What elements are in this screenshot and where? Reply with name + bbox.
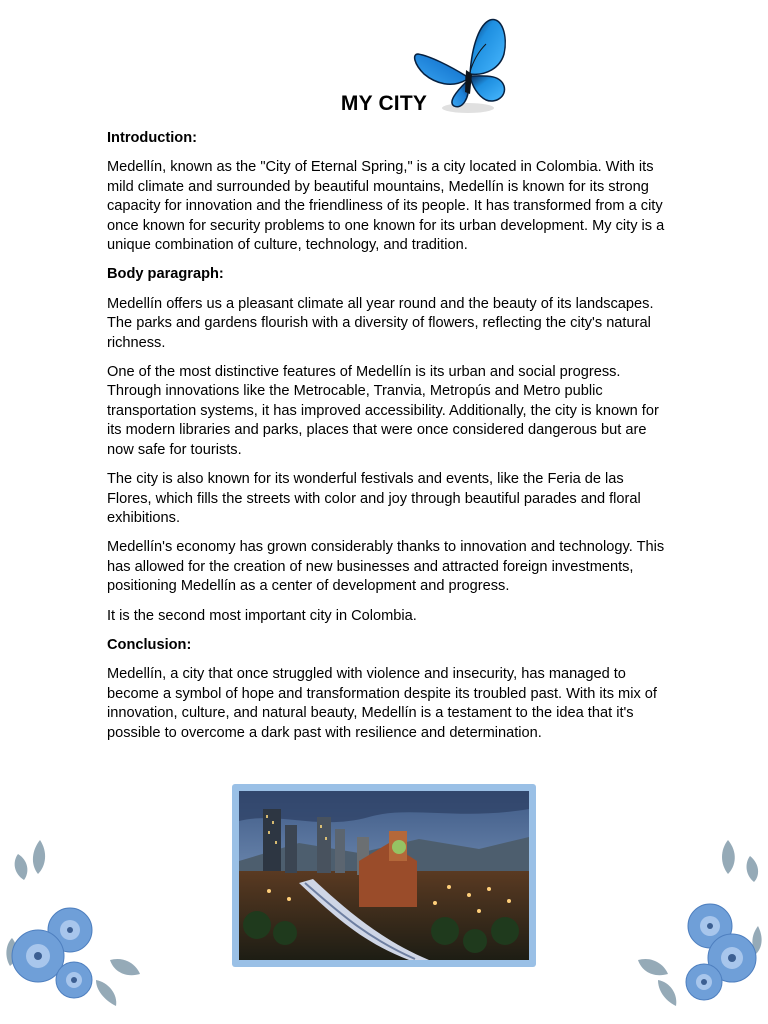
flower-bouquet-left-icon bbox=[0, 830, 150, 1024]
document-body bbox=[107, 129, 667, 753]
city-photo bbox=[239, 791, 529, 960]
butterfly-icon bbox=[410, 14, 514, 118]
page-title: MY CITY bbox=[340, 92, 428, 115]
body-paragraph: Medellín, a city that once struggled with violence and insecurity, has managed to become a symbol of hope and transformation despite its troubled past. With its mix of innovation, culture, and natural beauty, Medellín is a testament to the idea that it's possible to overcome a dark past with resilience and determination. bbox=[107, 666, 657, 741]
section-heading: Introduction: bbox=[107, 130, 197, 146]
body-paragraph: It is the second most important city in Colombia. bbox=[107, 607, 417, 624]
body-paragraph: Medellín offers us a pleasant climate all year round and the beauty of its landscapes. The parks and gardens flourish with a diversity of flowers, reflecting the city's natural richness. bbox=[107, 295, 654, 351]
body-paragraph: The city is also known for its wonderful festivals and events, like the Feria de las Flores, which fills the streets with color and joy through beautiful parades and floral exhibitions. bbox=[107, 471, 641, 526]
section-heading: Conclusion: bbox=[107, 636, 192, 653]
section-heading: Body paragraph: bbox=[107, 266, 224, 283]
body-paragraph: Medellín, known as the "City of Eternal Spring," is a city located in Colombia. With its mild climate and surrounded by beautiful mountains, Medellín is known for its strong capacity for innovation and the friendliness of its people. It has transformed from a city once known for security problems to one known for its urban development. My city is a unique combination of culture, technology, and tradition. bbox=[107, 159, 665, 254]
body-paragraph: One of the most distinctive features of Medellín is its urban and social progress. Through innovations like the Metrocable, Tranvia, Metropús and Metro public transportation systems, it has improved accessibility. Additionally, the city is known for its modern libraries and parks, places that were once considered dangerous but are now safe for tourists. bbox=[107, 364, 659, 458]
flower-bouquet-right-icon bbox=[628, 830, 768, 1024]
photo-frame bbox=[232, 784, 536, 967]
body-paragraph: Medellín's economy has grown considerably thanks to innovation and technology. This has allowed for the creation of new businesses and attracted foreign investments, positioning Medellín as a center of development and progress. bbox=[107, 539, 665, 595]
